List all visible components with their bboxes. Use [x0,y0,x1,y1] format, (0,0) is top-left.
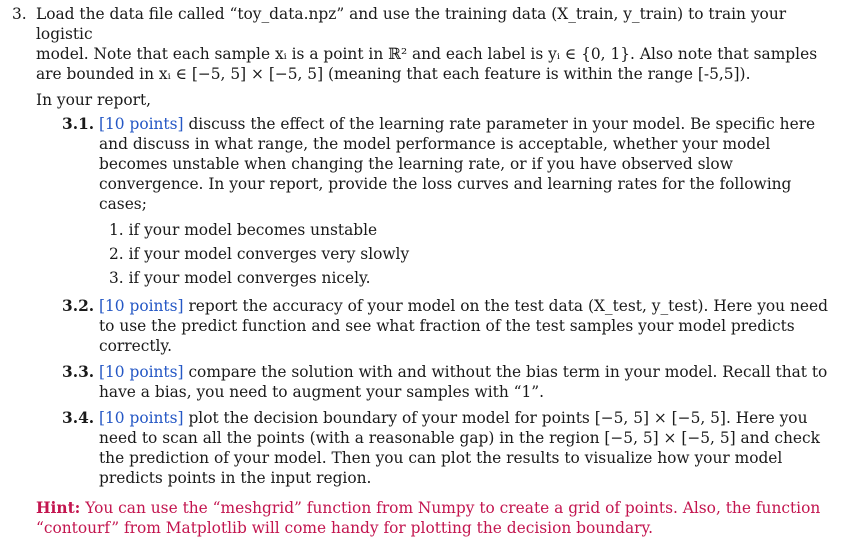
question-line-1: Load the data file called “toy_data.npz” and use the training data (X_train, y_train) to train your logistic [36,5,787,43]
subquestion-text: discuss the effect of the learning rate parameter in your model. Be specific here and discuss in what range, the model performance is acceptable, whether your model becomes unstable when changing the learning rate, or if you have observed slow convergence. In your report, provide the loss curves and learning rates for the following cases; [99,115,816,213]
question-line-3: are bounded in xᵢ ∈ [−5, 5] × [−5, 5] (meaning that each feature is within the range [-5,5]). [36,65,751,83]
subquestion-3-4 [36,408,836,488]
subquestion-3-1 [36,114,836,290]
list-item: 2. if your model converges very slowly [109,245,410,263]
subquestion-text: report the accuracy of your model on the test data (X_test, y_test). Here you need to use the predict function and see what fraction of the test samples your model predicts correctly. [99,297,828,355]
subquestion-text: compare the solution with and without the bias term in your model. Recall that to have a bias, you need to augment your samples with “1”. [99,363,828,401]
subquestion-text: plot the decision boundary of your model for points [−5, 5] × [−5, 5]. Here you need to scan all the points (with a reasonable gap) in the region [−5, 5] × [−5, 5] and check the prediction of your model. Then you can plot the results to visualize how your model predicts points in the input region. [99,409,820,487]
report-intro: In your report, [36,91,152,109]
question-intro [36,4,836,84]
points-label: [10 points] [99,363,184,381]
subquestion-3-3 [36,362,836,402]
question-number: 3. [12,5,27,23]
question-line-2: model. Note that each sample xᵢ is a point in ℝ² and each label is yᵢ ∈ {0, 1}. Also note that samples [36,45,818,63]
case-list [99,218,836,290]
list-item: 1. if your model becomes unstable [109,221,378,239]
hint-text: You can use the “meshgrid” function from Numpy to create a grid of points. Also, the function “contourf” from Matplotlib will come handy for plotting the decision boundary. [36,499,821,537]
list-item: 3. if your model converges nicely. [109,269,371,287]
points-label: [10 points] [99,409,184,427]
subquestion-number: 3.2. [62,297,95,315]
hint-label: Hint: [36,499,81,517]
subquestion-number: 3.1. [62,115,95,133]
subquestion-3-2 [36,296,836,356]
subquestion-number: 3.4. [62,409,95,427]
hint-paragraph [36,498,836,538]
question-body [36,4,836,538]
subquestion-number: 3.3. [62,363,95,381]
points-label: [10 points] [99,115,184,133]
points-label: [10 points] [99,297,184,315]
